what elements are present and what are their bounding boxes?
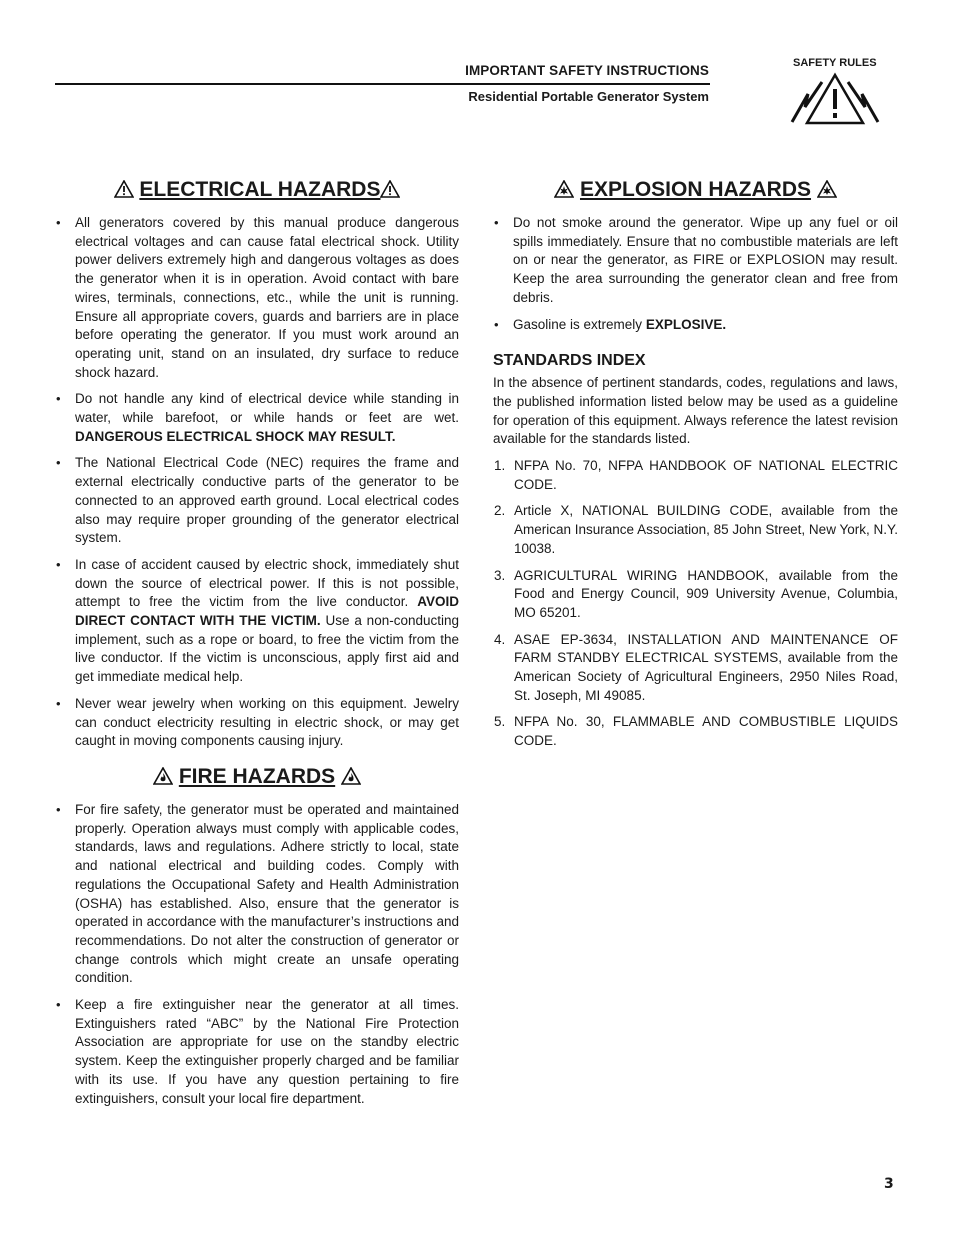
- explosion-hazards-heading: [493, 176, 898, 204]
- list-item: • In case of accident caused by electric shock, immediately shut down the source of electrical power. If this is not possible, attempt to free the victim from the live conductor. AVOID DIRECT CONTACT WITH THE VICTIM. Use a non-conducting implement, such as a rope or board, to free the victim from the live conductor. If the victim is unconscious, apply first aid and get immediate medical help.: [55, 556, 459, 687]
- electrical-hazards-title: ELECTRICAL HAZARDS: [139, 178, 381, 201]
- safety-rules-label: SAFETY RULES: [793, 57, 877, 69]
- list-item: • Keep a fire extinguisher near the generator at all times. Extinguishers rated “ABC” by the National Fire Protection Association are appropriate for use on the standby electric system. Keep the extinguisher properly charged and be familiar with its use. If you have any question pertaining to fire extinguishers, consult your local fire department.: [55, 996, 459, 1108]
- list-item: • Do not handle any kind of electrical device while standing in water, while barefoot, or while hands or feet are wet. DANGEROUS ELECTRICAL SHOCK MAY RESULT.: [55, 390, 459, 446]
- electrical-hazards-list: [55, 214, 459, 751]
- list-item: • Do not smoke around the generator. Wipe up any fuel or oil spills immediately. Ensure that no combustible materials are left on or near the generator, as FIRE or EXPLOSION may result. Keep the area surrounding the generator clean and free from debris.: [493, 214, 898, 308]
- standards-intro: In the absence of pertinent standards, codes, regulations and laws, the published information listed below may be used as a guideline for operation of this equipment. Always reference the latest revision available for the standards listed.: [493, 375, 898, 447]
- right-column: [493, 176, 898, 759]
- list-item: 1. NFPA No. 70, NFPA HANDBOOK OF NATIONAL ELECTRIC CODE.: [494, 458, 898, 492]
- explosion-hazards-list: [493, 214, 898, 334]
- explosion-warning-icon: [817, 180, 837, 198]
- lightning-warning-icon: [790, 72, 880, 126]
- list-item: • Never wear jewelry when working on this equipment. Jewelry can conduct electricity resulting in electric shock, or may get caught in moving components causing injury.: [55, 695, 459, 751]
- explosion-warning-icon: [554, 180, 574, 198]
- list-item: 4. ASAE EP-3634, INSTALLATION AND MAINTENANCE OF FARM STANDBY ELECTRICAL SYSTEMS, available from the American Society of Agricultural Engineers, 2950 Niles Road, St. Joseph, MI 49085.: [494, 631, 898, 703]
- list-item: • The National Electrical Code (NEC) requires the frame and external electrically conductive parts of the generator to be connected to an approved earth ground. Local electrical codes also may require proper grounding of the generator electrical system.: [55, 454, 459, 548]
- warning-triangle-icon: [114, 180, 134, 198]
- page-number: 3: [884, 1176, 894, 1192]
- header-subtitle: Residential Portable Generator System: [468, 89, 709, 104]
- fire-warning-icon: [153, 767, 173, 785]
- fire-hazards-title: FIRE HAZARDS: [178, 764, 336, 788]
- list-item: • Gasoline is extremely EXPLOSIVE.: [493, 316, 898, 335]
- list-item: • All generators covered by this manual produce dangerous electrical voltages and can cause fatal electrical shock. Utility power delivers extremely high and dangerous voltages as does the generator when it is in operation. Avoid contact with bare wires, terminals, connections, etc., while the unit is running. Ensure all appropriate covers, guards and barriers are in place before operating the generator. If you must work around an operating unit, stand on an insulated, dry surface to reduce shock hazard.: [55, 214, 459, 382]
- fire-hazards-heading: [55, 763, 459, 791]
- list-item: 2. Article X, NATIONAL BUILDING CODE, available from the American Insurance Association, 85 John Street, New York, N.Y. 10038.: [494, 503, 898, 556]
- header-title: IMPORTANT SAFETY INSTRUCTIONS: [465, 63, 709, 78]
- standards-list: [493, 457, 898, 751]
- electrical-hazards-heading: [55, 176, 459, 204]
- list-item: 5. NFPA No. 30, FLAMMABLE AND COMBUSTIBLE LIQUIDS CODE.: [494, 714, 898, 749]
- standards-index-heading: STANDARDS INDEX: [493, 352, 646, 370]
- left-column: [55, 176, 459, 1116]
- header-rule: [55, 83, 710, 85]
- warning-triangle-icon: [380, 180, 400, 198]
- fire-warning-icon: [341, 767, 361, 785]
- list-item: 3. AGRICULTURAL WIRING HANDBOOK, available from the Food and Energy Council, 909 University Avenue, Columbia, MO 65201.: [494, 567, 898, 620]
- list-item: • For fire safety, the generator must be operated and maintained properly. Operation always must comply with applicable codes, standards, laws and regulations. Adhere strictly to local, state and national electrical and building codes. Comply with regulations the Occupational Safety and Health Administration (OSHA) has established. Also, ensure that the generator is operated in accordance with the manufacturer’s instructions and recommendations. Do not alter the construction of generator or change controls which might create an unsafe operating condition.: [55, 801, 459, 988]
- explosion-hazards-title: EXPLOSION HAZARDS: [579, 178, 812, 201]
- fire-hazards-list: [55, 801, 459, 1108]
